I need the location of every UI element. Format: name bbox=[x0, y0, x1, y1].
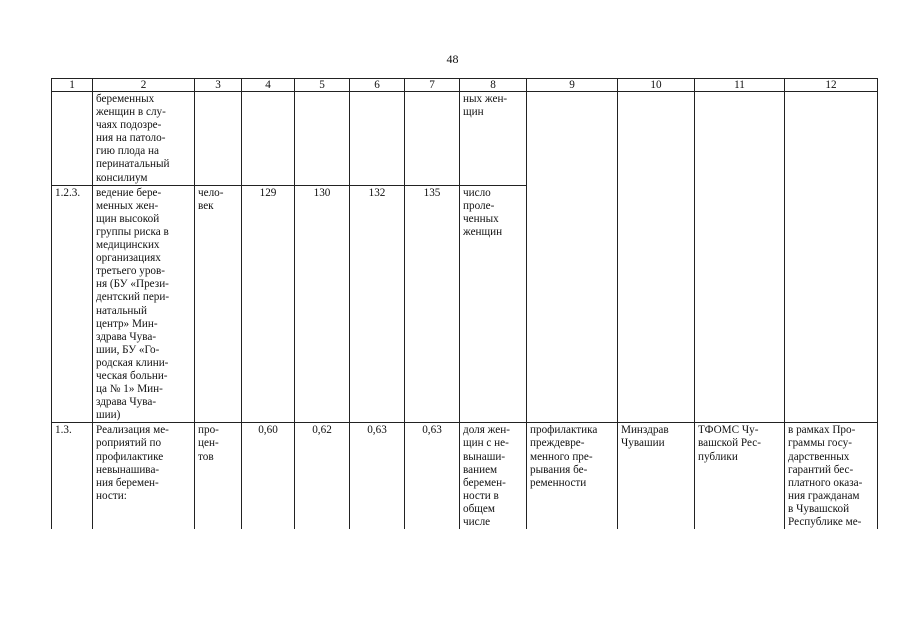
cell-coexecutor-merged bbox=[695, 92, 785, 423]
cell-text-line: группы риска в bbox=[96, 225, 169, 238]
cell-goal-merged bbox=[527, 92, 618, 423]
cell-text-line: шии) bbox=[96, 409, 121, 422]
cell-text-line: профилактике bbox=[96, 450, 164, 463]
col-header-8: 8 bbox=[460, 79, 527, 92]
cell-text-line: медицинских bbox=[96, 239, 160, 252]
page-number: 48 bbox=[446, 52, 459, 66]
cell-text-line: организациях bbox=[96, 252, 161, 265]
cell-text-line: женщин в слу- bbox=[96, 106, 166, 119]
cell-text-line: женщин bbox=[463, 225, 503, 238]
cell-text-line: беременных bbox=[96, 93, 155, 105]
cell-text-line: про- bbox=[198, 424, 219, 437]
cell-text-line: гарантий бес- bbox=[788, 463, 854, 476]
cell-text-line: ТФОМС Чу- bbox=[698, 424, 759, 437]
col-header-7: 7 bbox=[405, 79, 460, 92]
table-row-continued bbox=[52, 92, 878, 186]
cell-indicator bbox=[460, 92, 527, 186]
cell-code: 1.3. bbox=[52, 423, 93, 529]
cell-value-5: 0,62 bbox=[295, 423, 350, 529]
col-header-6: 6 bbox=[350, 79, 405, 92]
program-table bbox=[51, 78, 878, 529]
cell-text-line: щин с не- bbox=[463, 437, 509, 450]
cell-name bbox=[93, 423, 195, 529]
cell-financing-merged bbox=[785, 92, 878, 423]
cell-text-line: цен- bbox=[198, 437, 219, 450]
cell-indicator bbox=[460, 185, 527, 423]
cell-text-line: ния беремен- bbox=[96, 476, 159, 489]
cell-text-line: щин высокой bbox=[96, 212, 160, 225]
cell-financing bbox=[785, 423, 878, 529]
cell-text-line: Реализация ме- bbox=[96, 424, 169, 437]
cell-text-line: Минздрав bbox=[621, 424, 669, 437]
cell-executor-merged bbox=[618, 92, 695, 423]
cell-text-line: вашской Рес- bbox=[698, 437, 761, 450]
cell-text-line: третьего уров- bbox=[96, 265, 166, 278]
cell-text-line: ности в bbox=[463, 489, 499, 502]
cell-text-line: шии, БУ «Го- bbox=[96, 343, 160, 356]
cell-value-4 bbox=[242, 92, 295, 186]
cell-text-line: ца № 1» Мин- bbox=[96, 383, 163, 396]
cell-name bbox=[93, 92, 195, 186]
cell-code bbox=[52, 92, 93, 186]
cell-value-5 bbox=[295, 92, 350, 186]
cell-unit bbox=[195, 92, 242, 186]
cell-text-line: невынашива- bbox=[96, 463, 160, 476]
cell-text-line: консилиум bbox=[96, 171, 148, 184]
cell-text-line: рывания бе- bbox=[530, 463, 588, 476]
cell-text-line: центр» Мин- bbox=[96, 317, 158, 330]
cell-text-line: число bbox=[463, 186, 491, 199]
cell-value-4: 0,60 bbox=[242, 423, 295, 529]
cell-value-7: 135 bbox=[405, 185, 460, 423]
cell-text-line: менных жен- bbox=[96, 199, 159, 212]
cell-text-line: ченных bbox=[463, 212, 499, 225]
cell-text-line: доля жен- bbox=[463, 424, 510, 437]
cell-coexecutor bbox=[695, 423, 785, 529]
cell-text-line: проле- bbox=[463, 199, 495, 212]
cell-text-line: дарственных bbox=[788, 450, 850, 463]
cell-text-line: ременности bbox=[530, 476, 587, 489]
cell-text-line: в Чувашской bbox=[788, 502, 850, 515]
cell-text-line: век bbox=[198, 199, 214, 212]
cell-name bbox=[93, 185, 195, 423]
cell-text-line: преждевре- bbox=[530, 437, 585, 450]
cell-unit bbox=[195, 185, 242, 423]
cell-text-line: ня (БУ «Прези- bbox=[96, 278, 169, 291]
cell-value-6: 132 bbox=[350, 185, 405, 423]
cell-text-line: роприятий по bbox=[96, 437, 162, 450]
col-header-5: 5 bbox=[295, 79, 350, 92]
table-row-1-3 bbox=[52, 423, 878, 529]
cell-executor bbox=[618, 423, 695, 529]
cell-text-line: числе bbox=[463, 516, 491, 528]
cell-text-line: менного пре- bbox=[530, 450, 593, 463]
cell-text-line: тов bbox=[198, 450, 214, 463]
col-header-9: 9 bbox=[527, 79, 618, 92]
cell-text-line: чело- bbox=[198, 186, 224, 199]
col-header-4: 4 bbox=[242, 79, 295, 92]
cell-text-line: ванием bbox=[463, 463, 498, 476]
cell-indicator bbox=[460, 423, 527, 529]
cell-text-line: здрава Чува- bbox=[96, 396, 157, 409]
cell-goal bbox=[527, 423, 618, 529]
cell-text-line: публики bbox=[698, 450, 738, 463]
cell-text-line: ческая больни- bbox=[96, 369, 168, 382]
cell-value-6: 0,63 bbox=[350, 423, 405, 529]
cell-value-4: 129 bbox=[242, 185, 295, 423]
cell-text-line: дентский пери- bbox=[96, 291, 170, 304]
cell-text-line: ных жен- bbox=[463, 93, 508, 105]
cell-text-line: профилактика bbox=[530, 424, 598, 437]
cell-text-line: беремен- bbox=[463, 476, 506, 489]
cell-text-line: граммы госу- bbox=[788, 437, 852, 450]
cell-text-line: чаях подозре- bbox=[96, 119, 162, 132]
cell-text-line: Республике ме- bbox=[788, 516, 862, 528]
cell-text-line: ведение бере- bbox=[96, 186, 162, 199]
cell-text-line: вынаши- bbox=[463, 450, 506, 463]
cell-text-line: общем bbox=[463, 502, 495, 515]
column-number-row bbox=[52, 79, 878, 92]
cell-text-line: ности: bbox=[96, 489, 127, 502]
col-header-10: 10 bbox=[618, 79, 695, 92]
cell-text-line: Чувашии bbox=[621, 437, 665, 450]
cell-value-6 bbox=[350, 92, 405, 186]
col-header-12: 12 bbox=[785, 79, 878, 92]
cell-value-5: 130 bbox=[295, 185, 350, 423]
cell-text-line: платного оказа- bbox=[788, 476, 863, 489]
col-header-1: 1 bbox=[52, 79, 93, 92]
cell-code: 1.2.3. bbox=[52, 185, 93, 423]
cell-text-line: гию плода на bbox=[96, 145, 159, 158]
cell-text-line: родская клини- bbox=[96, 356, 169, 369]
cell-text-line: ния на патоло- bbox=[96, 132, 166, 145]
cell-value-7 bbox=[405, 92, 460, 186]
cell-text-line: щин bbox=[463, 106, 484, 119]
cell-text-line: здрава Чува- bbox=[96, 330, 157, 343]
cell-text-line: в рамках Про- bbox=[788, 424, 856, 437]
col-header-3: 3 bbox=[195, 79, 242, 92]
cell-text-line: ния гражданам bbox=[788, 489, 860, 502]
cell-text-line: перинатальный bbox=[96, 158, 170, 171]
cell-text-line: натальный bbox=[96, 304, 147, 317]
col-header-2: 2 bbox=[93, 79, 195, 92]
cell-value-7: 0,63 bbox=[405, 423, 460, 529]
cell-unit bbox=[195, 423, 242, 529]
col-header-11: 11 bbox=[695, 79, 785, 92]
